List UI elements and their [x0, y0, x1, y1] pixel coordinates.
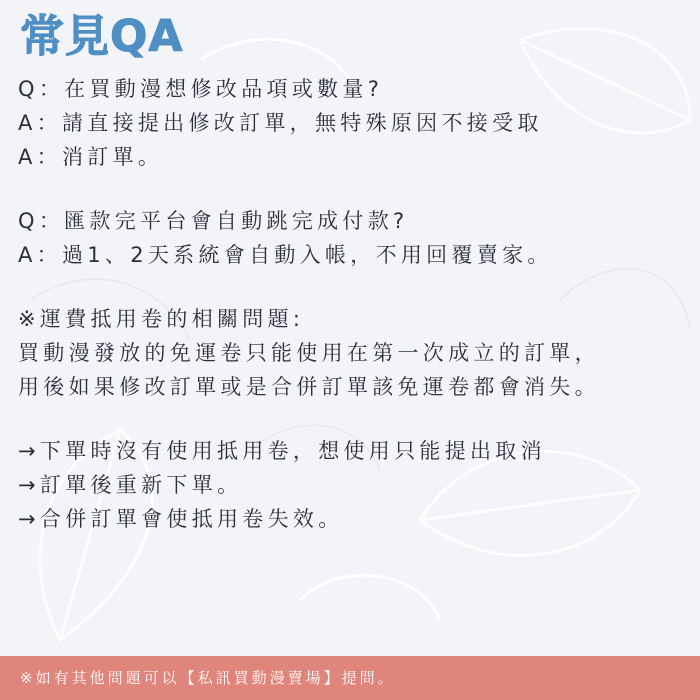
answer-line: A：消訂單。	[18, 145, 164, 169]
spacer	[18, 404, 688, 434]
question-line: Q：匯款完平台會自動跳完成付款?	[18, 209, 409, 233]
footer-banner	[0, 656, 700, 700]
coupon-note-line: 買動漫發放的免運卷只能使用在第一次成立的訂單，	[18, 341, 600, 365]
coupon-note-line: 用後如果修改訂單或是合併訂單該免運卷都會消失。	[18, 375, 600, 399]
question-line: Q：在買動漫想修改品項或數量?	[18, 77, 384, 101]
spacer	[18, 174, 688, 204]
answer-line: A：請直接提出修改訂單，無特殊原因不接受取	[18, 111, 543, 135]
page-title: 常見QA	[20, 11, 184, 62]
footer-text: ※如有其他問題可以【私訊買動漫賣場】提問。	[20, 669, 396, 687]
qa-content	[18, 72, 688, 536]
arrow-note: →訂單後重新下單。	[18, 473, 243, 497]
answer-line: A：過1、2天系統會自動入帳，不用回覆賣家。	[18, 243, 553, 267]
arrow-note: →合併訂單會使抵用卷失效。	[18, 507, 344, 531]
arrow-note: →下單時沒有使用抵用卷，想使用只能提出取消	[18, 439, 546, 463]
spacer	[18, 272, 688, 302]
coupon-note-heading: ※運費抵用卷的相關問題:	[18, 307, 305, 331]
